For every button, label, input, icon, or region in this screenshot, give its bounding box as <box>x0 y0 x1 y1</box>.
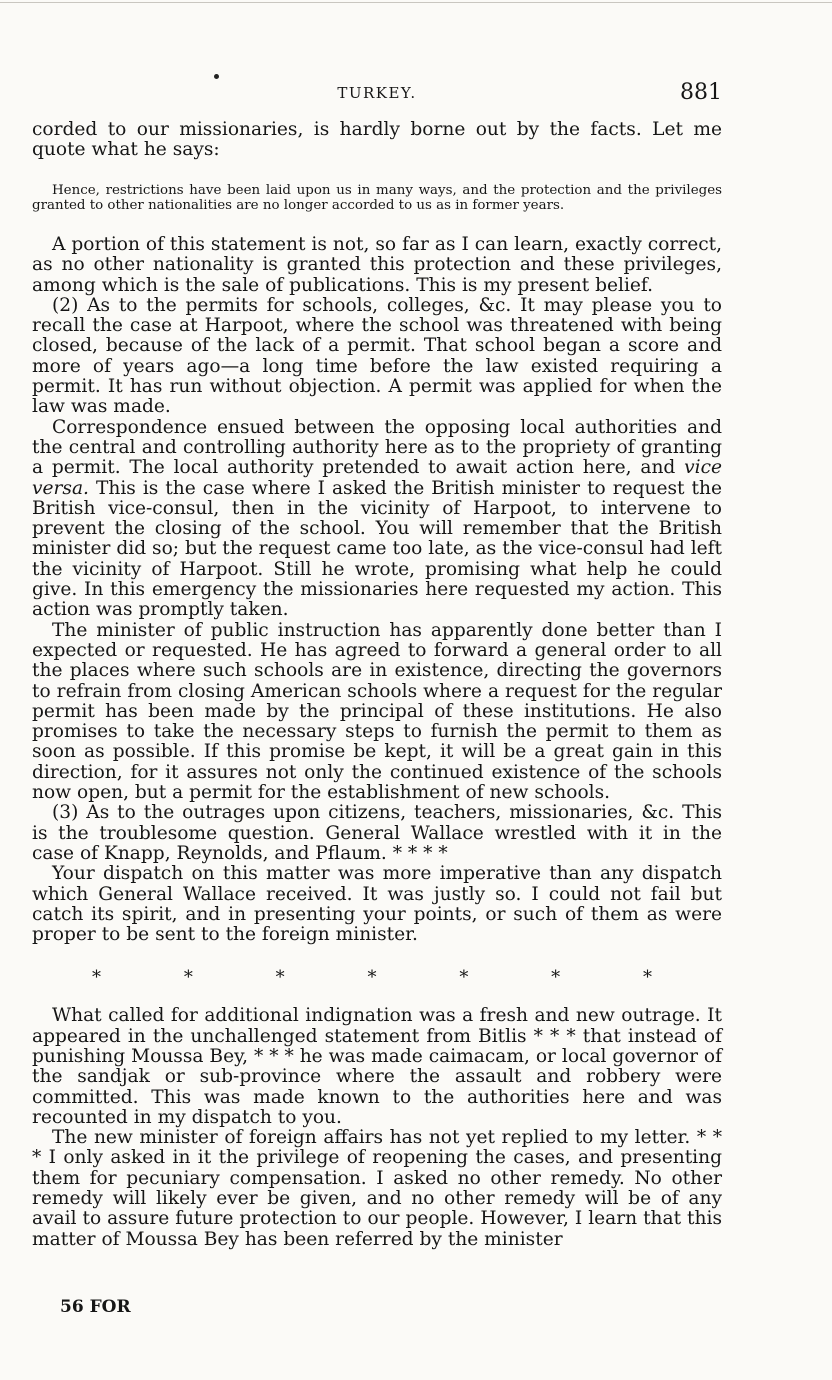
paragraph-4 <box>32 418 722 621</box>
star: * <box>367 967 377 989</box>
page-body <box>32 120 722 1250</box>
paragraph-9: The new minister of foreign affairs has not yet replied to my letter. * * * I only asked in it the privilege of reopening the cases, and presenting them for pecuniary compensation. I asked no other remedy. No other remedy will likely ever be given, and no other remedy will be of any avail to assure future protection to our people. However, I learn that this matter of Moussa Bey has been referred by the minister <box>32 1127 722 1250</box>
star: * <box>275 967 285 989</box>
paragraph-3: (2) As to the permits for schools, colleges, &c. It may please you to recall the case at Harpoot, where the school was threatened with being closed, because of the lack of a permit. That school began a score and more of years ago—a long time before the law existed requiring a permit. It has run without objection. A permit was applied for when the law was made. <box>32 294 722 418</box>
star: * <box>551 967 561 989</box>
page-header <box>32 80 722 120</box>
paragraph-4-italic: vice versa. <box>32 457 722 499</box>
paragraph-2: A portion of this statement is not, so far as I can learn, exactly correct, as no other nationality is granted this protection and these privileges, among which is the sale of publications. This is my present belief. <box>32 234 722 296</box>
star: * <box>642 967 652 989</box>
paragraph-6: (3) As to the outrages upon citizens, teachers, missionaries, &c. This is the troublesome question. General Wallace wrestled with it in the case of Knapp, Reynolds, and Pflaum. * * * * <box>32 802 722 864</box>
document-page <box>32 80 722 1250</box>
running-title: TURKEY. <box>337 84 417 102</box>
paragraph-1: corded to our missionaries, is hardly borne out by the facts. Let me quote what he says: <box>32 119 722 161</box>
paragraph-4-text-b: This is the case where I asked the British minister to request the British vice-consul, then in the vicinity of Harpoot, to intervene to prevent the closing of the school. You will remember that the British minister did so; but the request came too late, as the vice-consul had left the vicinity of Harpoot. Still he wrote, promising what help he could give. In this emergency the missionaries here requested my action. This action was promptly taken. <box>32 477 722 621</box>
paragraph-8: What called for additional indignation was a fresh and new outrage. It appeared in the unchallenged statement from Bitlis * * * that instead of punishing Moussa Bey, * * * he was made caimacam, or local governor of the sandjak or sub-province where the assault and robbery were committed. This was made known to the authorities here and was recounted in my dispatch to you. <box>32 1005 722 1128</box>
ellipsis-stars <box>32 967 722 988</box>
signature-mark: 56 FOR <box>60 1297 131 1317</box>
paragraph-4-text-a: Correspondence ensued between the opposing local authorities and the central and controlling authority here as to the propriety of granting a permit. The local authority pretended to await action here, and <box>32 416 722 479</box>
paragraph-7: Your dispatch on this matter was more imperative than any dispatch which General Wallace received. It was justly so. I could not fail but catch its spirit, and in presenting your points, or such of them as were proper to be sent to the foreign minister. <box>32 863 722 946</box>
page-number: 881 <box>680 80 722 105</box>
block-quote: Hence, restrictions have been laid upon us in many ways, and the protection and the privileges granted to other nationalities are no longer accorded to us as in former years. <box>32 182 722 213</box>
page-top-rule <box>0 2 832 3</box>
star: * <box>92 967 101 989</box>
star: * <box>459 967 469 989</box>
ink-speck <box>214 74 219 79</box>
star: * <box>183 967 193 989</box>
paragraph-5: The minister of public instruction has apparently done better than I expected or requested. He has agreed to forward a general order to all the places where such schools are in existence, directing the governors to refrain from closing American schools where a request for the regular permit has been made by the principal of these institutions. He also promises to take the necessary steps to furnish the permit to them as soon as possible. If this promise be kept, it will be a great gain in this direction, for it assures not only the continued existence of the schools now open, but a permit for the establishment of new schools. <box>32 619 722 804</box>
